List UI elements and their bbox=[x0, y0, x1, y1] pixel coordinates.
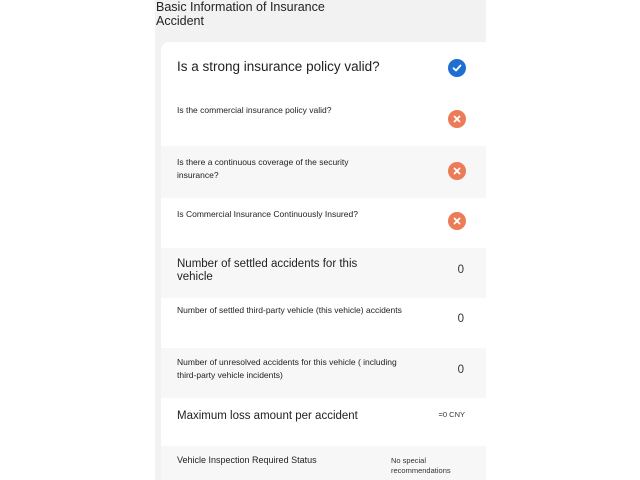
row-commercial-insurance-continuous bbox=[161, 198, 486, 248]
row-label: Number of unresolved accidents for this vehicle ( including third-party vehicle incidents) bbox=[177, 357, 397, 380]
cross-circle-icon bbox=[448, 212, 466, 230]
row-settled-third-party-accidents bbox=[161, 298, 486, 348]
row-label: Is Commercial Insurance Continuously Insured? bbox=[177, 209, 358, 219]
row-value: 0 bbox=[457, 364, 464, 376]
row-label: Number of settled third-party vehicle (this vehicle) accidents bbox=[177, 305, 402, 315]
row-unresolved-accidents bbox=[161, 348, 486, 398]
row-label: Is the commercial insurance policy valid? bbox=[177, 105, 332, 115]
row-settled-accidents bbox=[161, 248, 486, 298]
row-label: Is there a continuous coverage of the security insurance? bbox=[177, 157, 349, 180]
section-title: Basic Information of Insurance Accident bbox=[156, 0, 325, 28]
row-value: 0 bbox=[457, 264, 464, 276]
row-label: Vehicle Inspection Required Status bbox=[177, 455, 317, 465]
checkmark-circle-icon bbox=[448, 59, 466, 77]
insurance-info-card bbox=[161, 42, 486, 480]
row-strong-insurance-valid bbox=[161, 42, 486, 94]
cross-circle-icon bbox=[448, 110, 466, 128]
row-value: 0 bbox=[457, 313, 464, 325]
row-value: =0 CNY bbox=[438, 410, 465, 419]
row-label: Number of settled accidents for this vehicle bbox=[177, 258, 358, 283]
row-value: No special recommendations bbox=[391, 456, 451, 475]
row-inspection-status bbox=[161, 446, 486, 480]
row-max-loss-amount bbox=[161, 398, 486, 446]
row-security-insurance-continuous bbox=[161, 146, 486, 198]
row-label: Maximum loss amount per accident bbox=[177, 410, 358, 422]
cross-circle-icon bbox=[448, 162, 466, 180]
row-label: Is a strong insurance policy valid? bbox=[177, 59, 380, 74]
row-commercial-insurance-valid bbox=[161, 94, 486, 146]
